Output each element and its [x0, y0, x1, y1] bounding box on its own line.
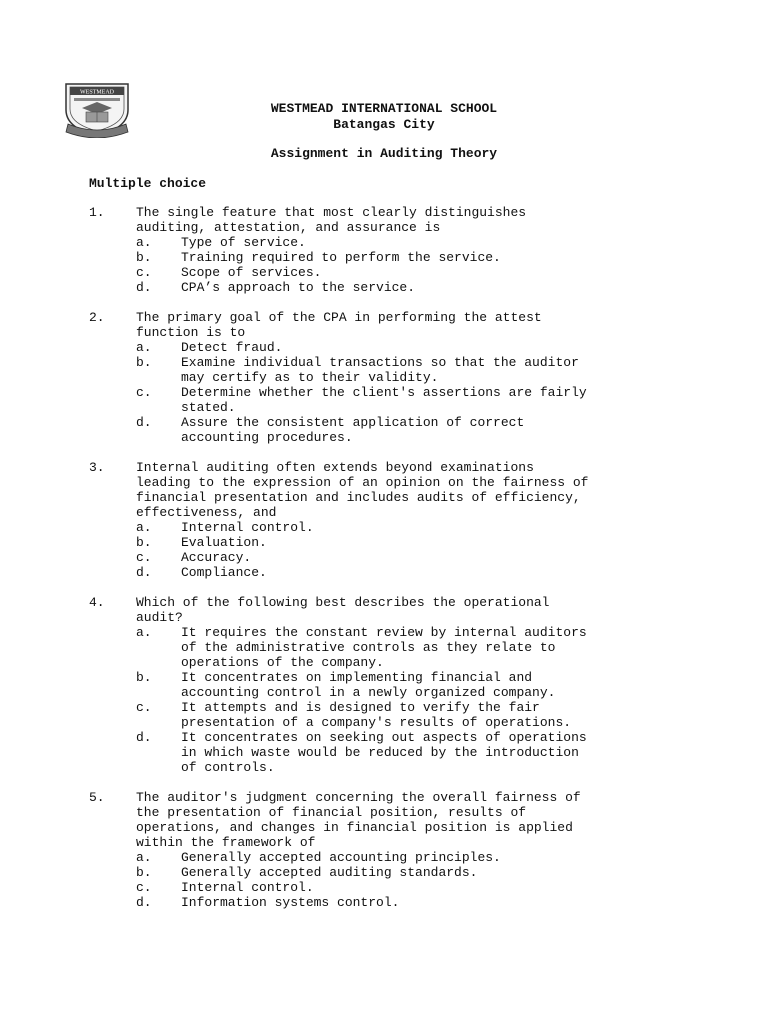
option-letter: a.: [136, 625, 152, 640]
question-number: 3.: [89, 460, 105, 475]
option-letter: b.: [136, 250, 152, 265]
question-number: 2.: [89, 310, 105, 325]
option-text: It concentrates on implementing financial and: [181, 670, 533, 685]
option-text: Accuracy.: [181, 550, 252, 565]
question-stem-text: Internal auditing often extends beyond examinations: [136, 460, 534, 475]
answer-option-line: [89, 250, 689, 265]
question-stem-text: operations, and changes in financial position is applied: [136, 820, 573, 835]
option-text: Detect fraud.: [181, 340, 283, 355]
question-item: [89, 790, 689, 910]
answer-option-line: [89, 880, 689, 895]
option-text: Generally accepted auditing standards.: [181, 865, 478, 880]
question-stem-line: [89, 595, 689, 610]
answer-option-line: [89, 370, 689, 385]
answer-option-line: [89, 700, 689, 715]
school-city: Batangas City: [333, 117, 435, 132]
question-stem-text: financial presentation and includes audits of efficiency,: [136, 490, 581, 505]
answer-option-line: [89, 280, 689, 295]
question-stem-text: effectiveness, and: [136, 505, 277, 520]
option-text: presentation of a company's results of operations.: [181, 715, 572, 730]
option-text: in which waste would be reduced by the introduction: [181, 745, 579, 760]
option-text: accounting procedures.: [181, 430, 353, 445]
question-stem-text: The auditor's judgment concerning the overall fairness of: [136, 790, 581, 805]
answer-option-line: [89, 850, 689, 865]
question-stem-line: [89, 790, 689, 805]
option-letter: d.: [136, 565, 152, 580]
option-text: Internal control.: [181, 880, 314, 895]
option-letter: b.: [136, 355, 152, 370]
option-text: Training required to perform the service.: [181, 250, 501, 265]
question-stem-text: leading to the expression of an opinion on the fairness of: [136, 475, 589, 490]
question-stem-line: [89, 490, 689, 505]
answer-option-line: [89, 565, 689, 580]
option-text: of controls.: [181, 760, 275, 775]
option-text: of the administrative controls as they relate to: [181, 640, 556, 655]
option-letter: d.: [136, 895, 152, 910]
option-letter: c.: [136, 700, 152, 715]
question-stem-text: within the framework of: [136, 835, 316, 850]
option-text: Compliance.: [181, 565, 267, 580]
option-letter: a.: [136, 850, 152, 865]
option-letter: c.: [136, 880, 152, 895]
option-letter: a.: [136, 520, 152, 535]
answer-option-line: [89, 730, 689, 745]
assignment-title: Assignment in Auditing Theory: [270, 146, 498, 161]
answer-option-line: [89, 895, 689, 910]
question-number: 1.: [89, 205, 105, 220]
option-text: Evaluation.: [181, 535, 267, 550]
question-stem-text: audit?: [136, 610, 183, 625]
answer-option-line: [89, 640, 689, 655]
option-letter: a.: [136, 235, 152, 250]
option-text: Internal control.: [181, 520, 314, 535]
option-text: accounting control in a newly organized company.: [181, 685, 556, 700]
option-text: Scope of services.: [181, 265, 322, 280]
answer-option-line: [89, 715, 689, 730]
option-text: It concentrates on seeking out aspects of operations: [181, 730, 587, 745]
question-stem-text: Which of the following best describes the operational: [136, 595, 550, 610]
question-list: [89, 205, 689, 925]
question-number: 5.: [89, 790, 105, 805]
option-letter: b.: [136, 535, 152, 550]
question-stem-line: [89, 835, 689, 850]
question-stem-line: [89, 475, 689, 490]
option-text: Generally accepted accounting principles.: [181, 850, 501, 865]
answer-option-line: [89, 340, 689, 355]
option-text: Assure the consistent application of correct: [181, 415, 525, 430]
option-text: It requires the constant review by internal auditors: [181, 625, 587, 640]
option-letter: c.: [136, 550, 152, 565]
question-stem-text: the presentation of financial position, results of: [136, 805, 527, 820]
option-text: stated.: [181, 400, 236, 415]
option-text: Type of service.: [181, 235, 306, 250]
option-letter: c.: [136, 385, 152, 400]
answer-option-line: [89, 355, 689, 370]
option-text: It attempts and is designed to verify the fair: [181, 700, 540, 715]
school-name: WESTMEAD INTERNATIONAL SCHOOL: [270, 101, 498, 116]
answer-option-line: [89, 520, 689, 535]
answer-option-line: [89, 685, 689, 700]
question-stem-line: [89, 505, 689, 520]
option-text: operations of the company.: [181, 655, 384, 670]
option-text: CPA’s approach to the service.: [181, 280, 416, 295]
question-stem-text: function is to: [136, 325, 246, 340]
option-letter: d.: [136, 730, 152, 745]
question-stem-text: auditing, attestation, and assurance is: [136, 220, 441, 235]
option-letter: d.: [136, 280, 152, 295]
question-stem-line: [89, 325, 689, 340]
answer-option-line: [89, 865, 689, 880]
option-text: may certify as to their validity.: [181, 370, 439, 385]
answer-option-line: [89, 745, 689, 760]
question-stem-line: [89, 805, 689, 820]
option-text: Information systems control.: [181, 895, 400, 910]
answer-option-line: [89, 655, 689, 670]
question-stem-line: [89, 820, 689, 835]
question-stem-text: The primary goal of the CPA in performing the attest: [136, 310, 542, 325]
question-number: 4.: [89, 595, 105, 610]
option-letter: a.: [136, 340, 152, 355]
answer-option-line: [89, 760, 689, 775]
question-stem-line: [89, 205, 689, 220]
answer-option-line: [89, 430, 689, 445]
question-stem-line: [89, 610, 689, 625]
svg-text:WESTMEAD: WESTMEAD: [80, 89, 114, 96]
question-item: [89, 310, 689, 445]
answer-option-line: [89, 535, 689, 550]
option-text: Examine individual transactions so that the auditor: [181, 355, 579, 370]
answer-option-line: [89, 385, 689, 400]
section-title: Multiple choice: [89, 176, 207, 191]
answer-option-line: [89, 550, 689, 565]
question-stem-line: [89, 460, 689, 475]
answer-option-line: [89, 265, 689, 280]
option-text: Determine whether the client's assertions are fairly: [181, 385, 587, 400]
question-item: [89, 205, 689, 295]
option-letter: b.: [136, 670, 152, 685]
question-stem-line: [89, 310, 689, 325]
answer-option-line: [89, 670, 689, 685]
question-item: [89, 460, 689, 580]
answer-option-line: [89, 625, 689, 640]
option-letter: b.: [136, 865, 152, 880]
answer-option-line: [89, 235, 689, 250]
option-letter: d.: [136, 415, 152, 430]
answer-option-line: [89, 415, 689, 430]
question-stem-line: [89, 220, 689, 235]
option-letter: c.: [136, 265, 152, 280]
question-item: [89, 595, 689, 775]
answer-option-line: [89, 400, 689, 415]
question-stem-text: The single feature that most clearly distinguishes: [136, 205, 527, 220]
